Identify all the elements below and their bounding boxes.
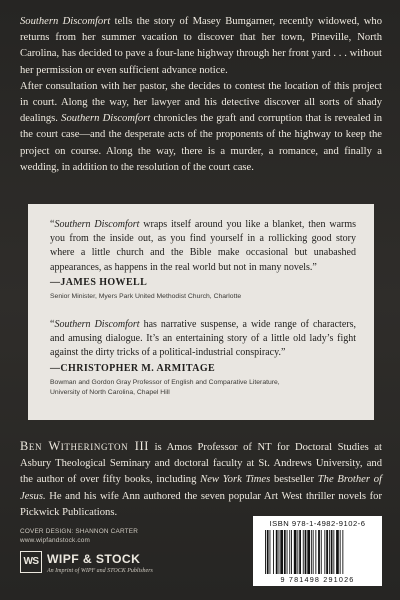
- barcode-bar: [336, 530, 339, 574]
- endorsement-text: [50, 318, 356, 361]
- publisher-name: WIPF & STOCK: [47, 552, 141, 566]
- barcode-bar: [267, 530, 269, 574]
- synopsis-paragraph-1: [20, 14, 382, 79]
- publisher-logo: [20, 551, 190, 581]
- barcode-bar: [294, 530, 297, 574]
- barcode-bar: [276, 530, 278, 574]
- synopsis-text: After consultation with her pastor, she decides to contest the location of this project in court. Along the way, her lawyer and his detective discover all sorts of shady dealings.: [20, 80, 382, 125]
- endorsement-text: [50, 218, 356, 275]
- isbn-label: ISBN 978-1-4982-9102-6: [269, 519, 366, 528]
- publisher-subline: An Imprint of WIPF and STOCK Publishers: [47, 568, 153, 574]
- publication-name: New York Times: [200, 474, 271, 486]
- barcode-bar: [289, 530, 290, 574]
- barcode-bar: [273, 530, 274, 574]
- barcode-bar: [265, 530, 266, 574]
- author-bio: [20, 438, 382, 521]
- cover-design-credit: COVER DESIGN: SHANNON CARTER: [20, 528, 139, 535]
- barcode-bar: [291, 530, 292, 574]
- barcode-bar: [329, 530, 330, 574]
- endorsements-panel: [28, 204, 374, 420]
- book-title: Southern Discomfort: [54, 319, 140, 330]
- endorser-name: —JAMES HOWELL: [50, 276, 148, 288]
- barcode-bar: [331, 530, 333, 574]
- barcode-bar: [324, 530, 325, 574]
- barcode-bar: [340, 530, 341, 574]
- endorsement-body: wraps itself around you like a blanket, then warms you from the inside out, as you find yourself in a rollicking good story where a little church and the Bible make occasional but unabashed appearances, as happens in the real world but not in many novels.”: [50, 219, 357, 273]
- book-title: Southern Discomfort: [61, 113, 151, 125]
- endorser-role: Senior Minister, Myers Park United Methodist Church, Charlotte: [50, 293, 242, 301]
- barcode-bar: [315, 530, 316, 574]
- barcode-bar: [279, 530, 280, 574]
- barcode-bar: [299, 530, 301, 574]
- endorsement-body: has narrative suspense, a wide range of characters, and amusing dialogue. It’s an entertaining story of a little old lady’s fight against the dirty tricks of a political-industrial conspiracy.”: [50, 319, 356, 359]
- barcode-bar: [297, 530, 298, 574]
- synopsis-paragraph-2: [20, 79, 382, 176]
- barcode-bar: [313, 530, 314, 574]
- synopsis: [20, 14, 382, 176]
- open-quote: “: [50, 319, 55, 330]
- barcode-bar: [333, 530, 334, 574]
- barcode-bar: [321, 530, 322, 574]
- author-bio-text: is Amos Professor of NT for Doctoral Studies at Asbury Theological Seminary and doctoral faculty at St. Andrews University, and the author of over fifty books, including: [20, 442, 383, 486]
- open-quote: “: [50, 219, 55, 230]
- barcode-bar: [270, 530, 271, 574]
- book-title: Southern Discomfort: [54, 219, 140, 230]
- isbn-barcode-box: [253, 516, 382, 586]
- barcode-bar: [311, 530, 312, 574]
- barcode-icon: [265, 530, 370, 574]
- endorser-name: —CHRISTOPHER M. ARMITAGE: [50, 362, 216, 374]
- publisher-url: www.wipfandstock.com: [20, 537, 91, 544]
- barcode-digits: 9 781498 291026: [280, 575, 355, 584]
- endorser-role: [50, 378, 356, 398]
- book-title: The Brother of Jesus.: [20, 474, 382, 502]
- author-name: Ben Witherington III: [20, 439, 149, 453]
- barcode-bar: [287, 530, 288, 574]
- endorsement: [50, 318, 356, 398]
- publisher-mark-icon: WS: [20, 551, 42, 573]
- barcode-bar: [342, 530, 343, 574]
- author-bio-text: bestseller: [270, 474, 318, 486]
- barcode-bar: [280, 530, 283, 574]
- synopsis-text: tells the story of Masey Bumgarner, recently widowed, who returns from her summer vacation to discover that her town, Pineville, North Carolina, has decided to pave a four-lane highway through her front yard . . . without her permission or even sufficient advance notice.: [20, 16, 382, 76]
- barcode-bar: [303, 530, 304, 574]
- barcode-bar: [307, 530, 310, 574]
- endorser-role-line: University of North Carolina, Chapel Hill: [50, 388, 170, 396]
- author-bio-text: He and his wife Ann authored the seven popular Art West thriller novels for Pickwick Publications.: [20, 490, 382, 518]
- barcode-bar: [326, 530, 328, 574]
- synopsis-text: chronicles the graft and corruption that is revealed in the court case—and the desperate acts of the proponents of the highway to keep the project on course. Along the way, there is a murder, a romance, and finally a wedding, in addition to the resolution of the court case.: [20, 113, 382, 173]
- barcode-bar: [318, 530, 320, 574]
- barcode-bar: [305, 530, 307, 574]
- book-title: Southern Discomfort: [20, 16, 111, 27]
- credits: [20, 527, 138, 545]
- endorser-role-line: Bowman and Gordon Gray Professor of English and Comparative Literature,: [50, 378, 280, 386]
- endorsement: [50, 218, 356, 302]
- barcode-bar: [284, 530, 286, 574]
